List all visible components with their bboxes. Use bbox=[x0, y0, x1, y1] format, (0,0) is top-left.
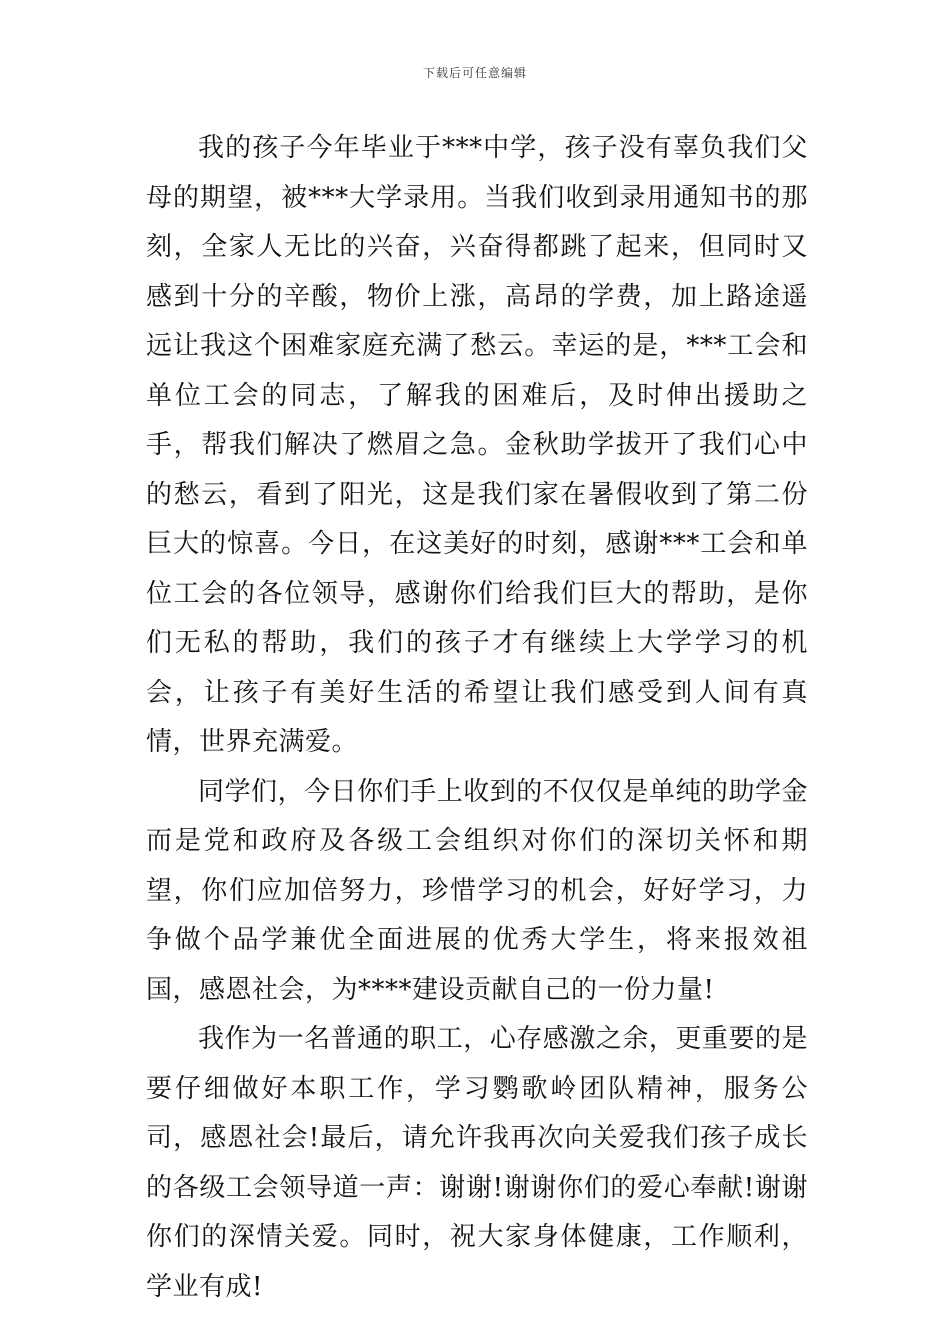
paragraph-2: 同学们，今日你们手上收到的不仅仅是单纯的助学金而是党和政府及各级工会组织对你们的深切关怀和期望，你们应加倍努力，珍惜学习的机会，好好学习，力争做个品学兼优全面进展的优秀大学生，将来报效祖国，感恩社会，为****建设贡献自己的一份力量! bbox=[146, 776, 808, 1005]
document-body bbox=[146, 124, 808, 1312]
page-header: 下载后可任意编辑 bbox=[422, 66, 527, 80]
paragraph-1: 我的孩子今年毕业于***中学，孩子没有辜负我们父母的期望，被***大学录用。当我们收到录用通知书的那刻，全家人无比的兴奋，兴奋得都跳了起来，但同时又感到十分的辛酸，物价上涨，高昂的学费，加上路途遥远让我这个困难家庭充满了愁云。幸运的是，***工会和单位工会的同志，了解我的困难后，及时伸出援助之手，帮我们解决了燃眉之急。金秋助学拔开了我们心中的愁云，看到了阳光，这是我们家在暑假收到了第二份巨大的惊喜。今日，在这美好的时刻，感谢***工会和单位工会的各位领导，感谢你们给我们巨大的帮助，是你们无私的帮助，我们的孩子才有继续上大学学习的机会，让孩子有美好生活的希望让我们感受到人间有真情，世界充满爱。 bbox=[146, 133, 808, 757]
paragraph-3: 我作为一名普通的职工，心存感激之余，更重要的是要仔细做好本职工作，学习鹦歌岭团队精神，服务公司，感恩社会!最后，请允许我再次向关爱我们孩子成长的各级工会领导道一声：谢谢!谢谢你们的爱心奉献!谢谢你们的深情关爱。同时，祝大家身体健康，工作顺利，学业有成! bbox=[146, 1024, 808, 1302]
